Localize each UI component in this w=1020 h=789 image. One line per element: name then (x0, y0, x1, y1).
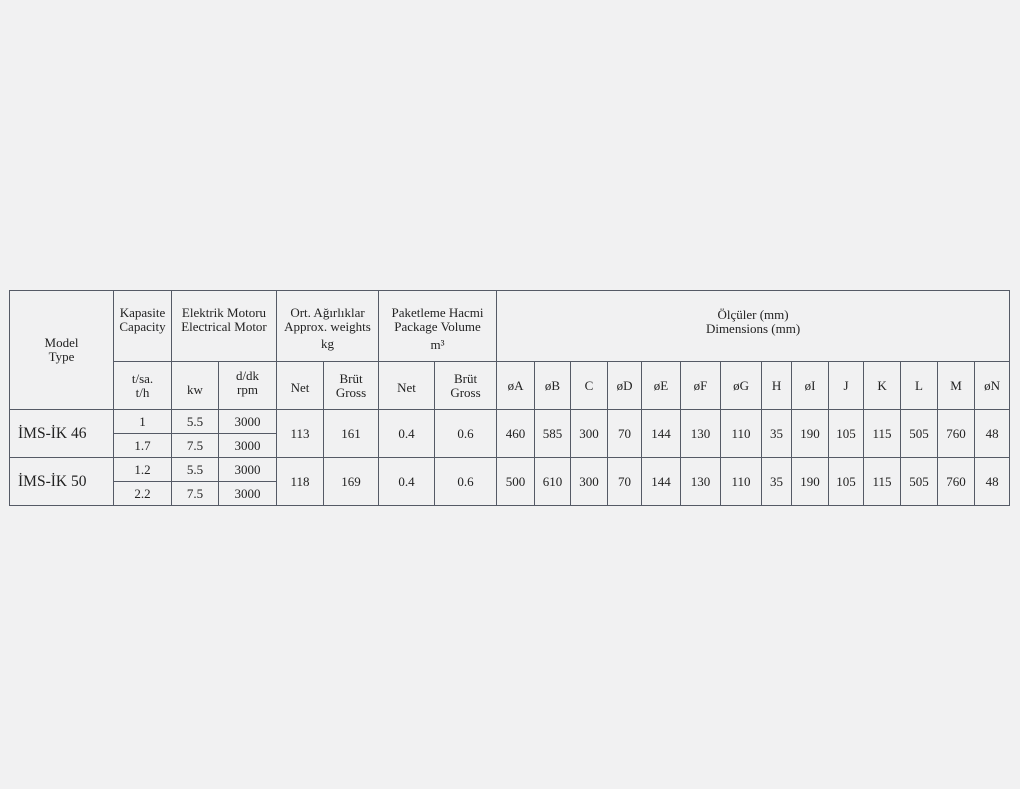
vol-gross-header-tr: Brüt (453, 370, 478, 386)
model-header-tr: Model (44, 335, 79, 350)
volume-header (379, 291, 497, 362)
dim-header: øA (497, 362, 535, 410)
vol-net-header: Net (379, 362, 435, 410)
model-header-en: Type (48, 349, 75, 364)
dim-header: øG (721, 362, 762, 410)
weights-header (277, 291, 379, 362)
dim-cell: 35 (762, 410, 792, 458)
volume-unit: m³ (430, 337, 445, 352)
rpm-header (219, 362, 277, 410)
dim-cell: 130 (681, 410, 721, 458)
weight-net-header: Net (277, 362, 324, 410)
capacity-cell: 1.2 (114, 458, 172, 482)
weights-header-en: Approx. weights (284, 319, 371, 334)
capacity-header-tr: Kapasite (119, 305, 166, 320)
dim-header: K (864, 362, 901, 410)
capacity-header (114, 291, 172, 362)
weight-gross-header (324, 362, 379, 410)
dim-cell: 300 (571, 458, 608, 506)
dim-cell: 190 (792, 458, 829, 506)
dim-cell: 70 (608, 410, 642, 458)
dim-header: øE (642, 362, 681, 410)
rpm-header-tr: d/dk (235, 368, 260, 383)
rpm-header-en: rpm (237, 382, 258, 397)
capacity-header-en: Capacity (119, 319, 166, 334)
dimensions-header (497, 291, 1010, 362)
dim-cell: 115 (864, 458, 901, 506)
dim-header: øN (975, 362, 1010, 410)
dim-cell: 144 (642, 458, 681, 506)
model-name: İMS-İK 46 (10, 410, 114, 458)
model-header (10, 291, 114, 410)
table-row (10, 458, 1010, 482)
vol-net-cell: 0.4 (379, 458, 435, 506)
dim-header: L (901, 362, 938, 410)
dim-cell: 35 (762, 458, 792, 506)
dim-cell: 505 (901, 410, 938, 458)
dim-header: C (571, 362, 608, 410)
weight-gross-header-tr: Brüt (339, 370, 363, 386)
dim-header: øF (681, 362, 721, 410)
capacity-cell: 2.2 (114, 482, 172, 506)
dim-cell: 48 (975, 410, 1010, 458)
dim-cell: 130 (681, 458, 721, 506)
weight-gross-header-en: Gross (335, 384, 367, 400)
dim-header: M (938, 362, 975, 410)
vol-gross-header-en: Gross (450, 384, 481, 400)
capacity-cell: 1 (114, 410, 172, 434)
dim-cell: 505 (901, 458, 938, 506)
dim-header: øB (535, 362, 571, 410)
dim-cell: 105 (829, 458, 864, 506)
rpm-cell: 3000 (219, 458, 277, 482)
weights-header-tr: Ort. Ağırlıklar (290, 305, 365, 320)
weight-gross-cell: 169 (324, 458, 379, 506)
dim-header: H (762, 362, 792, 410)
dim-cell: 70 (608, 458, 642, 506)
dim-cell: 110 (721, 410, 762, 458)
rpm-cell: 3000 (219, 410, 277, 434)
dim-header: øI (792, 362, 829, 410)
weights-unit: kg (321, 336, 334, 351)
capacity-cell: 1.7 (114, 434, 172, 458)
weight-gross-cell: 161 (324, 410, 379, 458)
dim-cell: 144 (642, 410, 681, 458)
dim-cell: 48 (975, 458, 1010, 506)
vol-net-cell: 0.4 (379, 410, 435, 458)
motor-header-tr: Elektrik Motoru (181, 305, 267, 320)
dim-cell: 760 (938, 458, 975, 506)
kw-header: kw (172, 362, 219, 410)
volume-header-en: Package Volume (394, 319, 481, 334)
capacity-unit-tr: t/sa. (131, 370, 154, 386)
motor-header (172, 291, 277, 362)
weight-net-cell: 118 (277, 458, 324, 506)
rpm-cell: 3000 (219, 482, 277, 506)
dim-cell: 585 (535, 410, 571, 458)
capacity-unit (114, 362, 172, 410)
dim-cell: 115 (864, 410, 901, 458)
weight-net-cell: 113 (277, 410, 324, 458)
capacity-unit-en: t/h (135, 384, 150, 400)
dim-cell: 500 (497, 458, 535, 506)
dimensions-header-en: Dimensions (mm) (705, 321, 801, 336)
vol-gross-header (435, 362, 497, 410)
vol-gross-cell: 0.6 (435, 410, 497, 458)
dim-cell: 460 (497, 410, 535, 458)
kw-cell: 7.5 (172, 482, 219, 506)
motor-header-en: Electrical Motor (181, 319, 267, 334)
kw-cell: 5.5 (172, 458, 219, 482)
kw-cell: 7.5 (172, 434, 219, 458)
dim-cell: 105 (829, 410, 864, 458)
dim-cell: 190 (792, 410, 829, 458)
dim-cell: 610 (535, 458, 571, 506)
model-name: İMS-İK 50 (10, 458, 114, 506)
subheader-row (10, 362, 1010, 410)
rpm-cell: 3000 (219, 434, 277, 458)
table-row (10, 410, 1010, 434)
dim-header: J (829, 362, 864, 410)
spec-table (9, 290, 1010, 506)
dim-cell: 300 (571, 410, 608, 458)
dim-cell: 760 (938, 410, 975, 458)
kw-cell: 5.5 (172, 410, 219, 434)
dimensions-header-tr: Ölçüler (mm) (717, 307, 789, 322)
dim-cell: 110 (721, 458, 762, 506)
volume-header-tr: Paketleme Hacmi (391, 305, 484, 320)
dim-header: øD (608, 362, 642, 410)
vol-gross-cell: 0.6 (435, 458, 497, 506)
